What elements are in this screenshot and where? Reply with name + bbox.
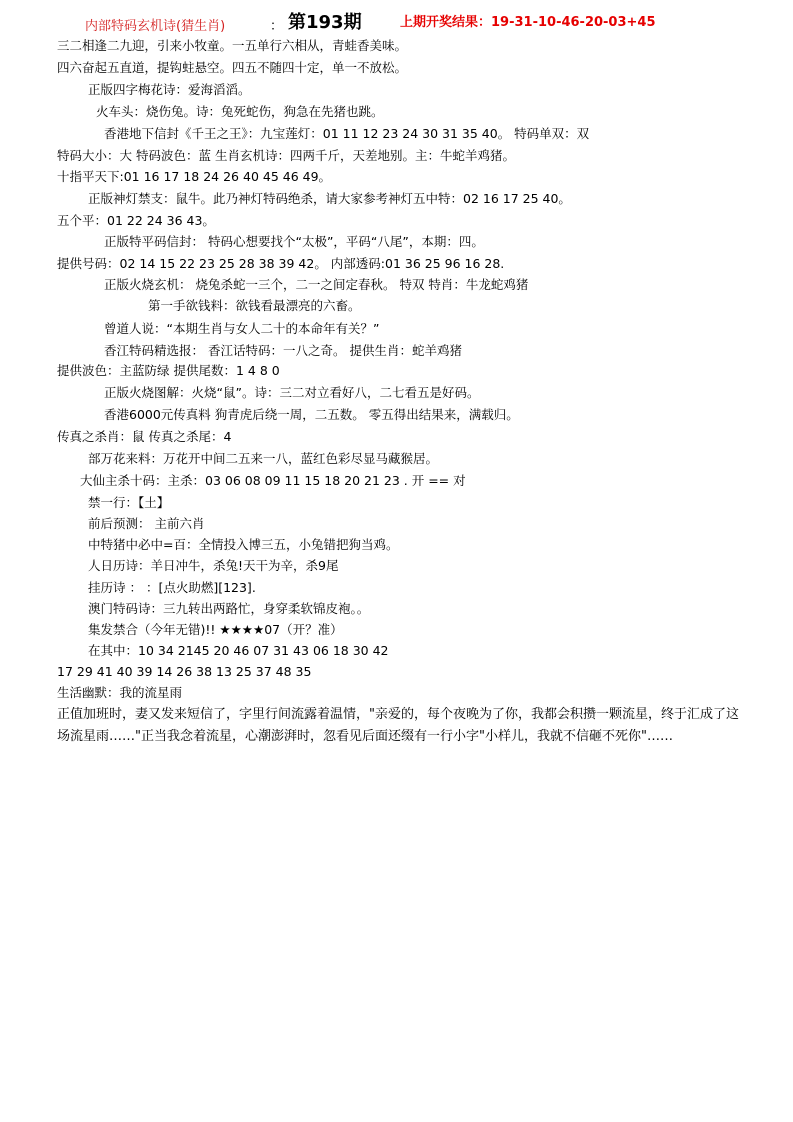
text-line: 正版四字梅花诗：爱海滔滔。 <box>88 82 251 97</box>
text-line: 香港地下信封《千王之王》：九宝莲灯：01 11 12 23 24 30 31 35 40。 特码单双：双 <box>104 126 590 141</box>
story-paragraph: 正值加班时，妻又发来短信了，字里行间流露着温情，"亲爱的，每个夜晚为了你，我都会积攒一颗流星，终于汇成了这场流星雨……"正当我念着流星，心潮澎湃时，忽看见后面还缀有一行小字"小样儿，我就不信砸不死你"…… <box>57 707 739 744</box>
text-line: 五个平：01 22 24 36 43。 <box>57 213 215 228</box>
text-line: 提供号码：02 14 15 22 23 25 28 38 39 42。 内部透码:01 36 25 96 16 28. <box>57 256 505 271</box>
text-line: 曾道人说：“本期生肖与女人二十的本命年有关？” <box>104 321 380 336</box>
text-line: 正版神灯禁支：鼠牛。此乃神灯特码绝杀，请大家参考神灯五中特：02 16 17 25 40。 <box>88 191 571 206</box>
text-line: 第一手欲钱料：欲钱看最漂亮的六畜。 <box>148 298 361 313</box>
text-line: 三二相逢二九迎，引来小牧童。一五单行六相从，青蛙香美味。 <box>57 38 408 53</box>
last-result: 上期开奖结果：19-31-10-46-20-03+45 <box>400 15 656 30</box>
text-line: 正版特平码信封： 特码心想要找个“太极”，平码“八尾”，本期：四。 <box>104 234 484 249</box>
text-line: 禁一行：【土】 <box>88 495 170 510</box>
header <box>0 6 793 34</box>
text-line: 在其中：10 34 2145 20 46 07 31 43 06 18 30 42 <box>88 643 389 658</box>
text-line: 十指平天下:01 16 17 18 24 26 40 45 46 49。 <box>57 169 332 184</box>
text-line: 传真之杀肖：鼠 传真之杀尾：4 <box>57 429 232 444</box>
text-line: 部万花来料：万花开中间二五来一八，蓝红色彩尽显马藏猴居。 <box>88 451 439 466</box>
text-line: 集发禁合（今年无错)!! ★★★★07（开？准） <box>88 622 343 637</box>
text-line: 香港6000元传真料 狗青虎后绕一周，二五数。 零五得出结果来，满载归。 <box>104 407 519 422</box>
text-line: 火车头：烧伤兔。诗：兔死蛇伤，狗急在先猪也跳。 <box>96 104 384 119</box>
text-line: 提供波色：主蓝防绿 提供尾数：1 4 8 0 <box>57 363 280 378</box>
text-line: 17 29 41 40 39 14 26 38 13 25 37 48 35 <box>57 664 312 679</box>
text-line: 香江特码精选报： 香江话特码：一八之奇。 提供生肖：蛇羊鸡猪 <box>104 343 462 358</box>
text-line: 前后预测： 主前六肖 <box>88 516 205 531</box>
text-line: 大仙主杀十码：主杀：03 06 08 09 11 15 18 20 21 23 . 开 == 对 <box>80 473 466 488</box>
title-colon: ： <box>270 19 284 34</box>
text-line: 中特猪中必中=百：全情投入博三五，小兔错把狗当鸡。 <box>88 537 399 552</box>
issue-number: 第193期 <box>288 12 362 33</box>
text-line: 挂历诗 ： ：[点火助燃][123]. <box>88 580 256 595</box>
text-line: 生活幽默：我的流星雨 <box>57 685 183 700</box>
section-title: 内部特码玄机诗(猜生肖) <box>85 19 226 34</box>
text-line: 澳门特码诗：三九转出两路忙，身穿柔软锦皮袍。。 <box>88 601 370 616</box>
text-line: 四六奋起五直道，提钩蛀悬空。四五不随四十定，单一不放松。 <box>57 60 408 75</box>
text-line: 人日历诗：羊日冲牛，杀兔!天干为辛，杀9尾 <box>88 558 339 573</box>
text-line: 正版火烧玄机： 烧兔杀蛇一三个，二一之间定春秋。 特双 特肖：牛龙蛇鸡猪 <box>104 277 529 292</box>
text-line: 正版火烧图解：火烧“鼠”。诗：三二对立看好八，二七看五是好码。 <box>104 385 480 400</box>
text-line: 特码大小：大 特码波色：蓝 生肖玄机诗：四两千斤，天差地别。主：牛蛇羊鸡猪。 <box>57 148 515 163</box>
